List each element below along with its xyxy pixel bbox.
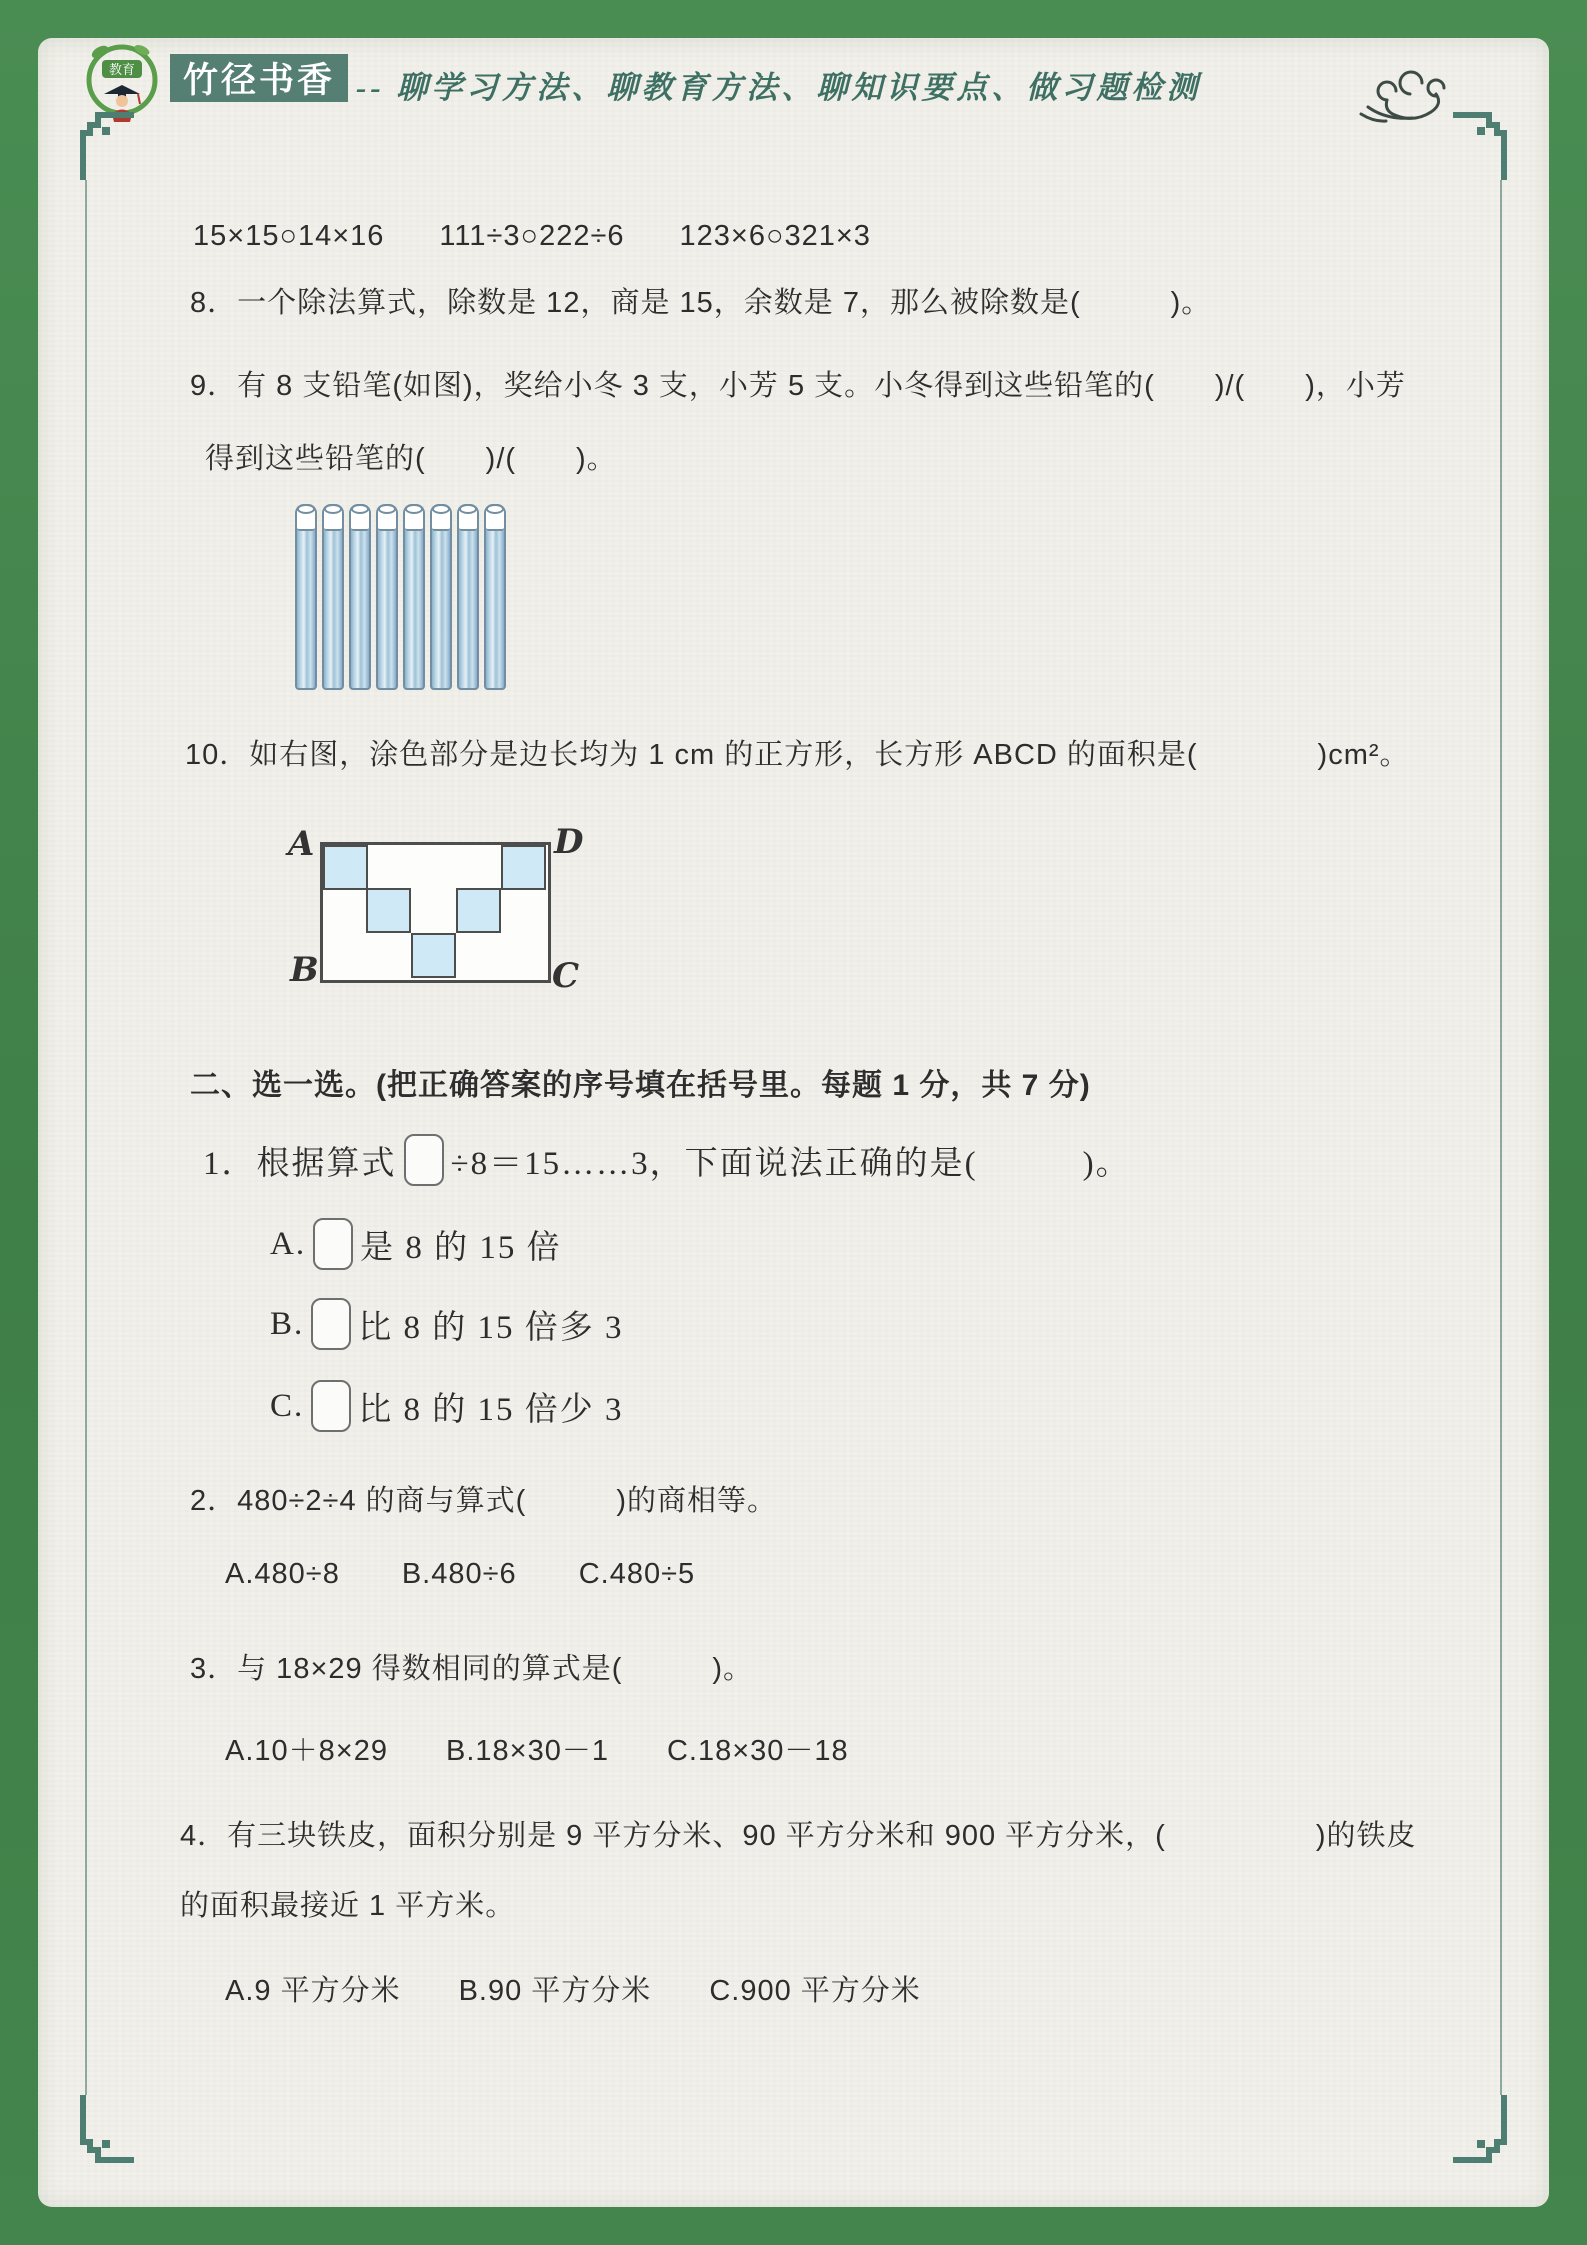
question-4-line-1: 4．有三块铁皮，面积分别是 9 平方分米、90 平方分米和 900 平方分米，( )的铁皮 [180, 1820, 1417, 1852]
figure-label-d: D [554, 822, 584, 862]
option-label: A. [270, 1225, 307, 1262]
question-3-options [225, 1728, 849, 1769]
question-1-option-b [270, 1298, 624, 1350]
left-border-rail [85, 180, 87, 2095]
option-label: C. [270, 1387, 305, 1424]
pencil [457, 504, 479, 690]
corner-ornament-top-left [78, 110, 136, 182]
option: A.480÷8 [225, 1558, 340, 1590]
brand-title: 竹径书香 [183, 61, 336, 100]
answer-slot-box [311, 1380, 351, 1432]
option: B.90 平方分米 [458, 1975, 652, 2007]
option: C.480÷5 [578, 1558, 696, 1590]
figure-label-c: C [552, 956, 580, 996]
question-1-option-c [270, 1380, 624, 1432]
option: A.9 平方分米 [225, 1975, 401, 2007]
pencil [403, 504, 425, 690]
pencils-illustration [295, 504, 506, 690]
question-3: 3．与 18×29 得数相同的算式是( )。 [190, 1653, 754, 1685]
option: C.18×30－18 [666, 1735, 849, 1767]
question-4-options [225, 1968, 921, 2009]
shaded-unit-square [366, 888, 411, 933]
header-tagline: -- 聊学习方法、聊教育方法、聊知识要点、做习题检测 [356, 70, 1202, 105]
option: B.480÷6 [401, 1558, 517, 1590]
option-text: 比 8 的 15 倍少 3 [358, 1391, 624, 1428]
cloud-icon [1354, 66, 1464, 128]
question-10: 10．如右图，涂色部分是边长均为 1 cm 的正方形，长方形 ABCD 的面积是( )cm²。 [185, 739, 1410, 771]
pencil [322, 504, 344, 690]
right-border-rail [1500, 180, 1502, 2095]
pencil [349, 504, 371, 690]
comparison-item: 15×15○14×16 [193, 220, 385, 252]
option: A.10＋8×29 [225, 1735, 388, 1767]
question-1-choice [203, 1134, 1131, 1186]
pencil [484, 504, 506, 690]
question-1-suffix: ÷8＝15……3，下面说法正确的是( )。 [450, 1145, 1131, 1182]
rectangle-abcd-figure [286, 822, 626, 1017]
question-2-options [225, 1558, 695, 1591]
corner-ornament-bottom-left [78, 2093, 136, 2165]
figure-rectangle [320, 842, 551, 983]
logo-badge-label: 教育 [108, 62, 136, 77]
option: B.18×30－1 [445, 1735, 609, 1767]
shaded-unit-square [456, 888, 501, 933]
figure-label-b: B [290, 950, 319, 990]
answer-slot-box [311, 1298, 351, 1350]
pencil [430, 504, 452, 690]
figure-label-a: A [288, 824, 315, 864]
question-9-line-2: 得到这些铅笔的( )/( )。 [205, 443, 617, 475]
pencil [295, 504, 317, 690]
option-text: 比 8 的 15 倍多 3 [358, 1309, 624, 1346]
answer-slot-box [404, 1134, 444, 1186]
question-1-option-a [270, 1218, 562, 1270]
question-9-line-1: 9．有 8 支铅笔(如图)，奖给小冬 3 支，小芳 5 支。小冬得到这些铅笔的( )/( )，小芳 [190, 370, 1406, 402]
shaded-unit-square [411, 933, 456, 978]
paper-sheet [38, 38, 1549, 2207]
corner-ornament-bottom-right [1451, 2093, 1509, 2165]
comparison-item: 123×6○321×3 [679, 220, 871, 252]
pencil [376, 504, 398, 690]
question-2: 2．480÷2÷4 的商与算式( )的商相等。 [190, 1485, 777, 1517]
comparison-item: 111÷3○222÷6 [439, 220, 625, 252]
shaded-unit-square [323, 845, 368, 890]
option-label: B. [270, 1305, 305, 1342]
option-text: 是 8 的 15 倍 [360, 1229, 562, 1266]
corner-ornament-top-right [1451, 110, 1509, 182]
question-8: 8．一个除法算式，除数是 12，商是 15，余数是 7，那么被除数是( )。 [190, 287, 1212, 319]
comparison-exercise-row [193, 220, 871, 253]
section-2-heading: 二、选一选。(把正确答案的序号填在括号里。每题 1 分，共 7 分) [190, 1069, 1091, 1102]
option: C.900 平方分米 [709, 1975, 921, 2007]
shaded-unit-square [501, 845, 546, 890]
question-4-line-2: 的面积最接近 1 平方米。 [180, 1890, 516, 1922]
brand-title-box [170, 54, 348, 102]
answer-slot-box [313, 1218, 353, 1270]
question-1-prefix: 1．根据算式 [203, 1145, 397, 1182]
